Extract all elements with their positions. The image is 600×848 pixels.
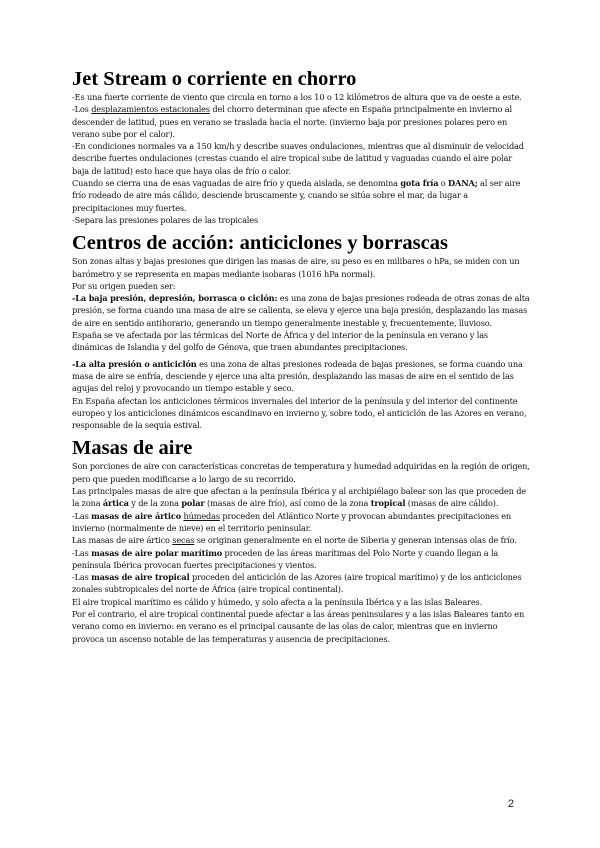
- paragraph: Las principales masas de aire que afectan a la península Ibérica y al archipiélago balear son las que proceden de la zona ártica y de la zona polar (masas de aire frío), así como de la zona tropical (masas de aire cálido).: [72, 486, 526, 509]
- bold-term: tropical: [370, 498, 406, 509]
- paragraph: -Las masas de aire tropical proceden del anticiclón de las Azores (aire tropical marítimo) y de los anticiclones zonales subtropicales del norte de África (aire tropical continental).: [72, 572, 522, 595]
- bold-term: masas de aire ártico: [91, 510, 182, 521]
- paragraph: Cuando se cierra una de esas vaguadas de aire frío y queda aislada, se denomina gota fría o DANA; al ser aire frío rodeado de aire más cálido, desciende bruscamente y, cuando se sitúa sobre el mar, da lugar a precipitaciones muy fuertes.: [72, 178, 521, 213]
- underlined-term: húmedas: [183, 510, 220, 521]
- paragraph: Por el contrario, el aire tropical continental puede afectar a las áreas peninsulares y a las islas Baleares tanto en verano como en invierno: en verano es el principal causante de las olas de calor, mientras que en invierno provoca un ascenso notable de las temperaturas y ausencia de precipitaciones.: [72, 608, 525, 644]
- paragraph: En España afectan los anticiclones térmicos invernales del interior de la península y del interior del continente europeo y los anticiclones dinámicos escandinavo en invierno y, sobre todo, el anticiclón de las Azores en verano, responsable de la sequía estival.: [72, 395, 527, 431]
- bold-term: polar: [181, 498, 205, 509]
- bold-term: masas de aire tropical: [91, 572, 190, 583]
- bold-term: gota fría: [400, 178, 439, 189]
- paragraph: -Las masas de aire polar marítimo proceden de las áreas marítimas del Polo Norte y cuando llegan a la península Ibérica provocan fuertes precipitaciones y vientos.: [72, 547, 499, 570]
- paragraph: -La alta presión o anticiclón es una zona de altas presiones rodeada de bajas presiones, se forma cuando una masa de aire se enfría, desciende y ejerce una alta presión, desplazando las masas de aire en el sentido de las agujas del reloj y provocando un tiempo estable y seco.: [72, 358, 523, 394]
- paragraph: Son porciones de aire con características concretas de temperatura y humedad adquiridas en la región de origen, pero que pueden modificarse a lo largo de su recorrido.: [72, 461, 530, 484]
- section-title-centros-de-accion: Centros de acción: anticiclones y borrascas: [72, 232, 448, 255]
- underlined-term: secas: [172, 535, 195, 546]
- section-title-jet-stream: Jet Stream o corriente en chorro: [72, 68, 357, 90]
- paragraph: -Separa las presiones polares de las tropicales: [72, 214, 259, 225]
- paragraph: España se ve afectada por las térmicas del Norte de África y del interior de la península en verano y las dinámicas de Islandia y del golfo de Génova, que traen abundantes precipitaciones.: [72, 330, 488, 353]
- paragraph: Por su origen pueden ser:: [72, 280, 176, 291]
- paragraph: Son zonas altas y bajas presiones que dirigen las masas de aire, su peso es en milibares o hPa, se miden con un barómetro y se representa en mapas mediante isobaras (1016 hPa normal).: [72, 256, 520, 279]
- paragraph: -Es una fuerte corriente de viento que circula en torno a los 10 o 12 kilómetros de altura que va de oeste a este.: [72, 92, 522, 102]
- paragraph: -Las masas de aire ártico húmedas proceden del Atlántico Norte y provocan abundantes precipitaciones en invierno (normalmente de nieve) en el territorio peninsular.: [72, 510, 512, 533]
- bold-term: ártica: [102, 498, 129, 509]
- section-title-masas-de-aire: Masas de aire: [72, 437, 193, 460]
- paragraph: -Los desplazamientos estacionales del chorro determinan que afecte en España principalmente en invierno al descender de latitud, pues en verano se traslada hacia el norte. (invierno baja por presiones polares pero en verano sube por el calor).: [72, 104, 512, 139]
- paragraph: -En condiciones normales va a 150 km/h y describe suaves ondulaciones, mientras que al disminuir de velocidad describe fuertes ondulaciones (crestas cuando el aire tropical sube de latitud y vaguadas cuando el aire polar baja de latitud) esto hace que haya olas de frío o calor.: [72, 141, 524, 176]
- bold-term: DANA;: [448, 178, 478, 189]
- paragraph: -La baja presión, depresión, borrasca o ciclón: es una zona de bajas presiones rodeada de otras zonas de alta presión, se forma cuando una masa de aire se calienta, se eleva y ejerce una baja presión, desplazando las masas de aire en sentido antihorario, generando un tiempo generalmente inestable y, frecuentemente, lluvioso.: [72, 293, 530, 328]
- page-number: 2: [507, 798, 514, 810]
- paragraph: El aire tropical marítimo es cálido y húmedo, y solo afecta a la península Ibérica y a las islas Baleares.: [72, 596, 483, 607]
- bold-term: -La alta presión o anticiclón: [72, 358, 197, 369]
- paragraph: Las masas de aire ártico secas se originan generalmente en el norte de Siberia y generan intensas olas de frío.: [72, 535, 517, 546]
- bold-term: -La baja presión, depresión, borrasca o ciclón:: [72, 293, 278, 304]
- underlined-term: desplazamientos estacionales: [91, 104, 210, 115]
- bold-term: masas de aire polar marítimo: [91, 547, 223, 558]
